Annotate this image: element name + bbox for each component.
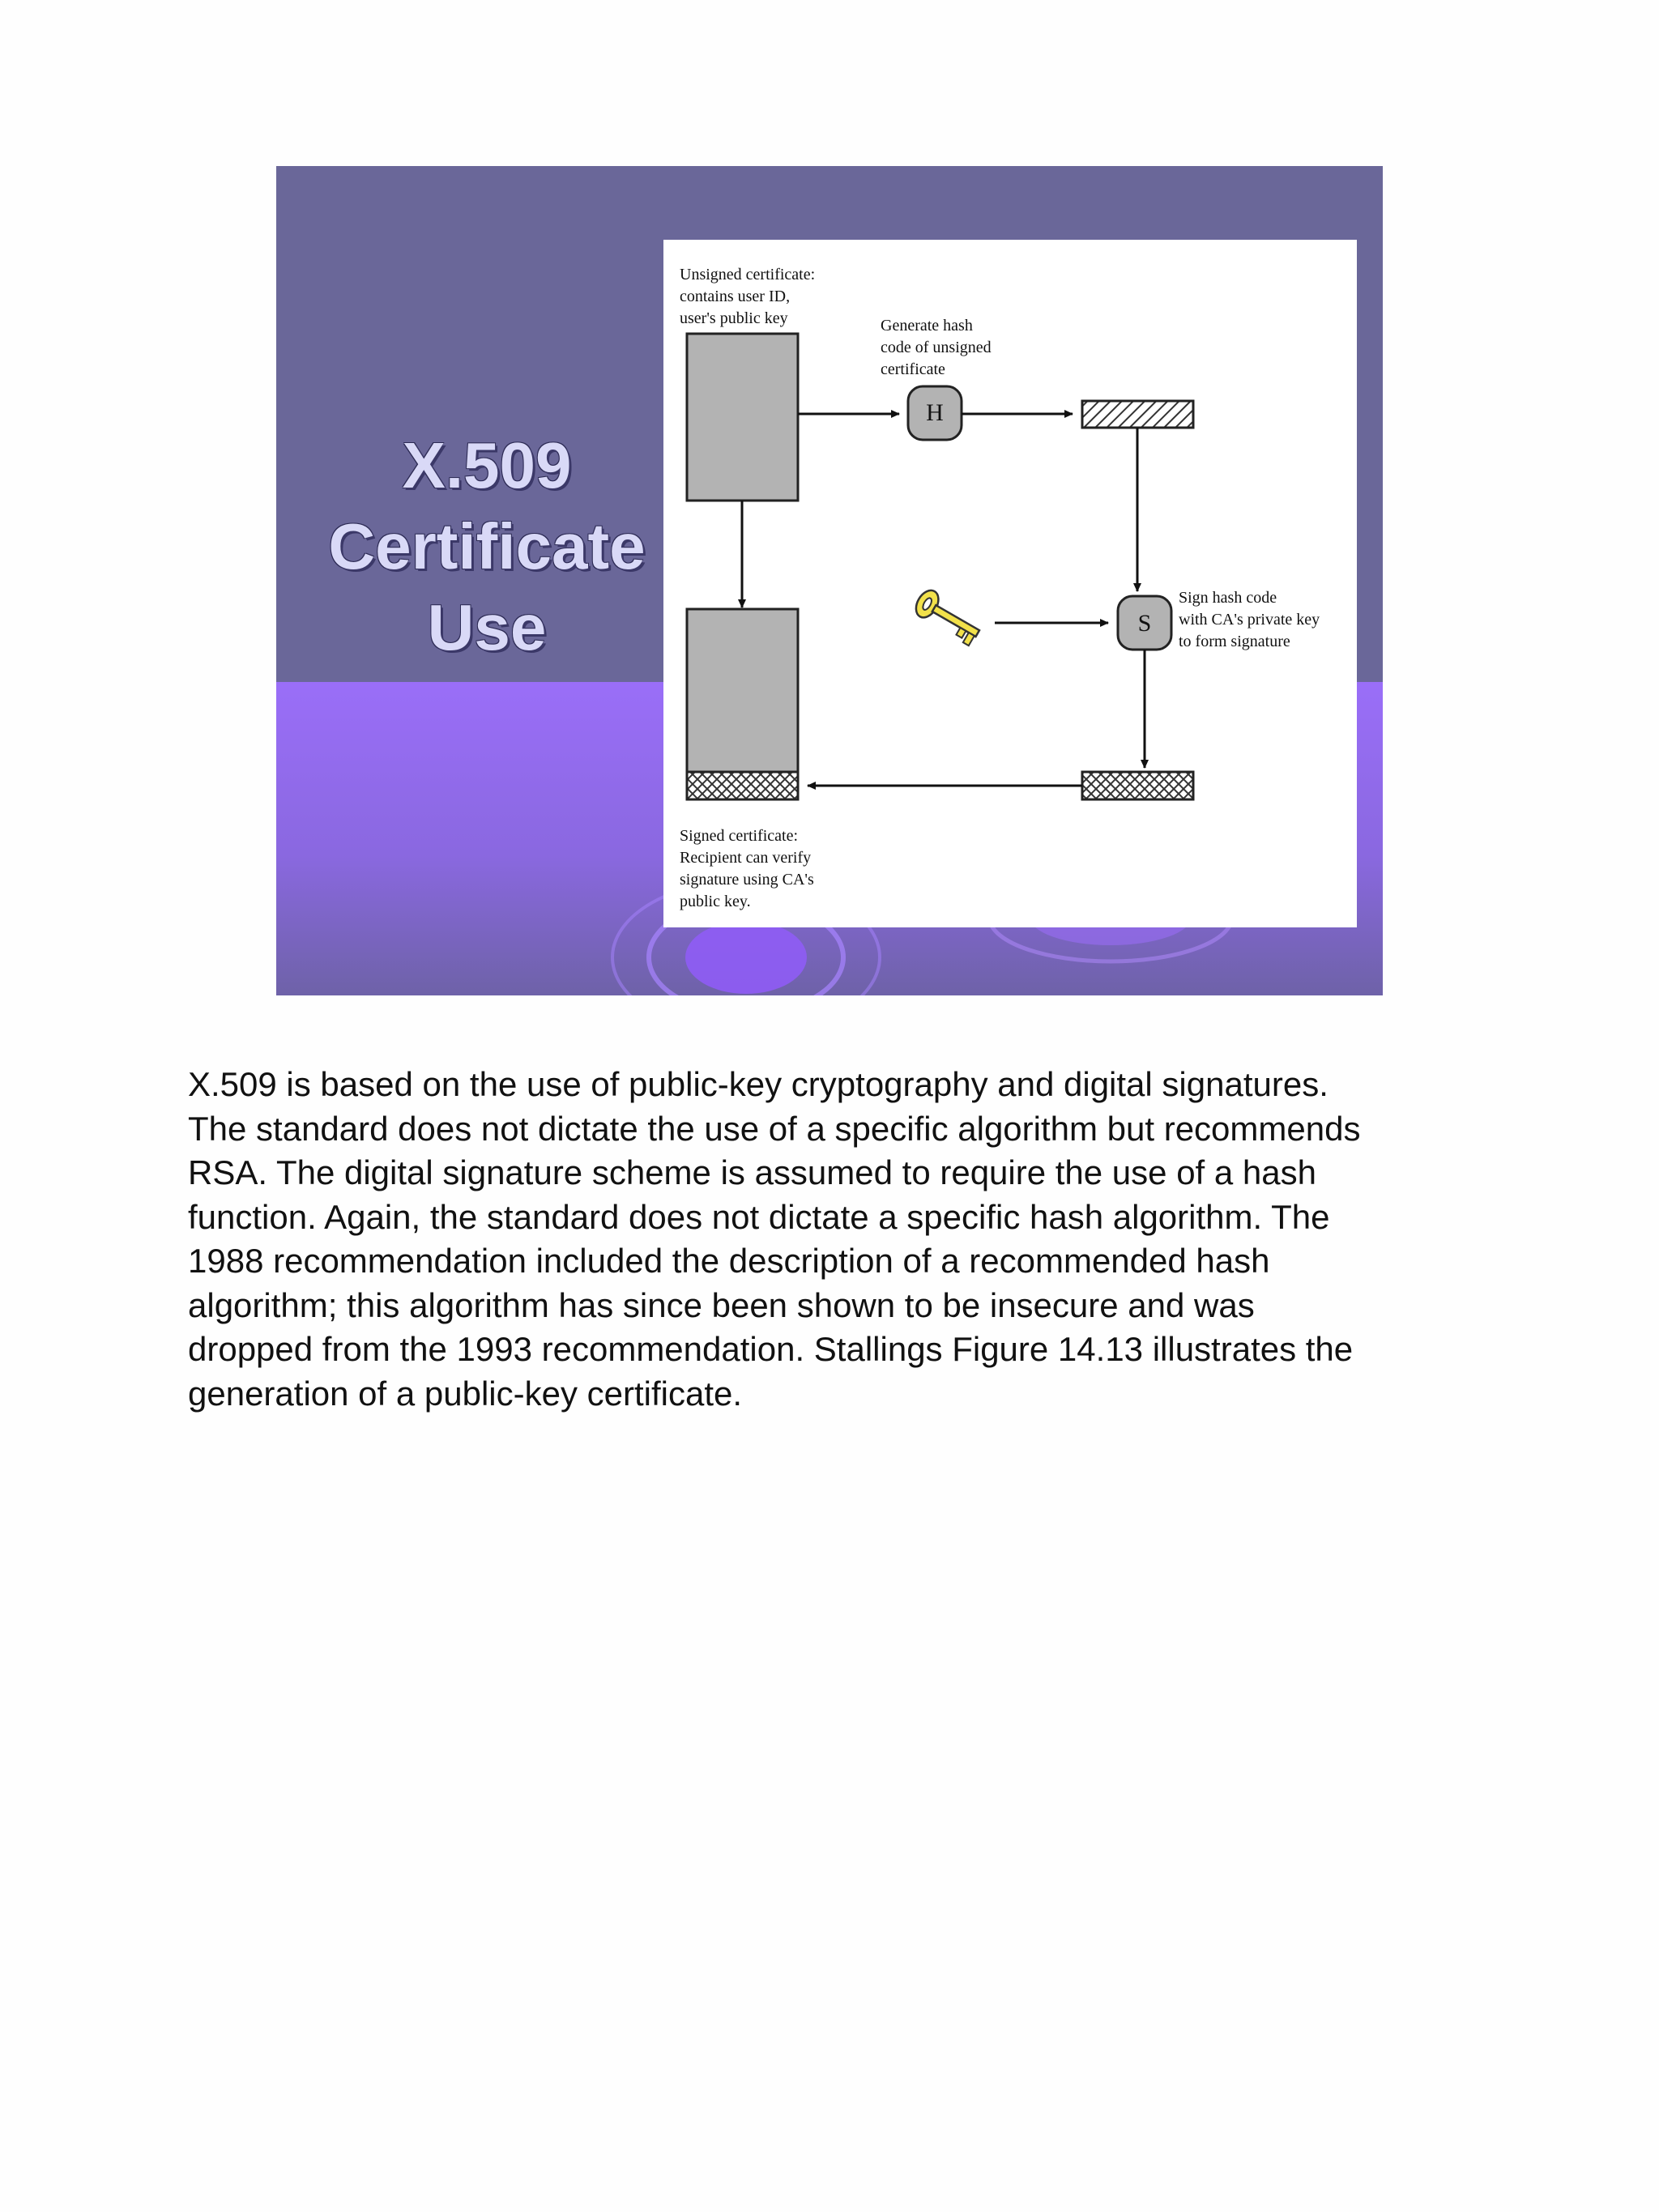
- key-icon: [911, 586, 985, 646]
- hash-code-bar: [1082, 401, 1193, 428]
- signature-bar: [1082, 772, 1193, 799]
- body-line: 1988 recommendation included the description of a recommended hash: [188, 1242, 1270, 1280]
- body-line: generation of a public-key certificate.: [188, 1374, 743, 1413]
- body-line: dropped from the 1993 recommendation. Stallings Figure 14.13 illustrates the: [188, 1330, 1354, 1368]
- unsigned-certificate-label: Unsigned certificate:: [680, 266, 816, 283]
- signed-certificate-label: public key.: [680, 893, 751, 910]
- sign-hash-label: to form signature: [1179, 633, 1290, 650]
- slide-title: [309, 425, 665, 668]
- signed-certificate-signature: [687, 772, 798, 799]
- signed-certificate-label: Signed certificate:: [680, 827, 799, 845]
- hash-node-letter: H: [926, 399, 944, 426]
- generate-hash-label: Generate hash: [881, 317, 973, 335]
- body-line: RSA. The digital signature scheme is assumed to require the use of a hash: [188, 1153, 1316, 1191]
- body-line: function. Again, the standard does not dictate a specific hash algorithm. The: [188, 1197, 1330, 1236]
- slide-image: [276, 166, 1383, 995]
- body-paragraph: [188, 1063, 1484, 1416]
- body-line: The standard does not dictate the use of a specific algorithm but recommends: [188, 1109, 1361, 1148]
- generate-hash-label: code of unsigned: [881, 339, 992, 356]
- signed-certificate-label: signature using CA's: [680, 871, 814, 889]
- unsigned-certificate-box: [687, 334, 798, 501]
- unsigned-certificate-label: contains user ID,: [680, 288, 791, 305]
- slide-title-line: X.509: [402, 429, 572, 501]
- body-line: algorithm; this algorithm has since been shown to be insecure and was: [188, 1285, 1255, 1324]
- signed-certificate-label: Recipient can verify: [680, 849, 812, 867]
- sign-hash-label: Sign hash code: [1179, 589, 1277, 607]
- body-line: X.509 is based on the use of public-key cryptography and digital signatures.: [188, 1065, 1328, 1103]
- generate-hash-label: certificate: [881, 360, 945, 378]
- sign-hash-label: with CA's private key: [1179, 611, 1320, 629]
- certificate-diagram: [663, 240, 1357, 927]
- certificate-diagram-svg: [663, 240, 1357, 927]
- signed-certificate-box: [687, 609, 798, 772]
- slide-title-line: Certificate: [328, 510, 646, 582]
- sign-node-letter: S: [1137, 610, 1152, 637]
- slide-title-line: Use: [427, 591, 547, 663]
- unsigned-certificate-label: user's public key: [680, 309, 788, 327]
